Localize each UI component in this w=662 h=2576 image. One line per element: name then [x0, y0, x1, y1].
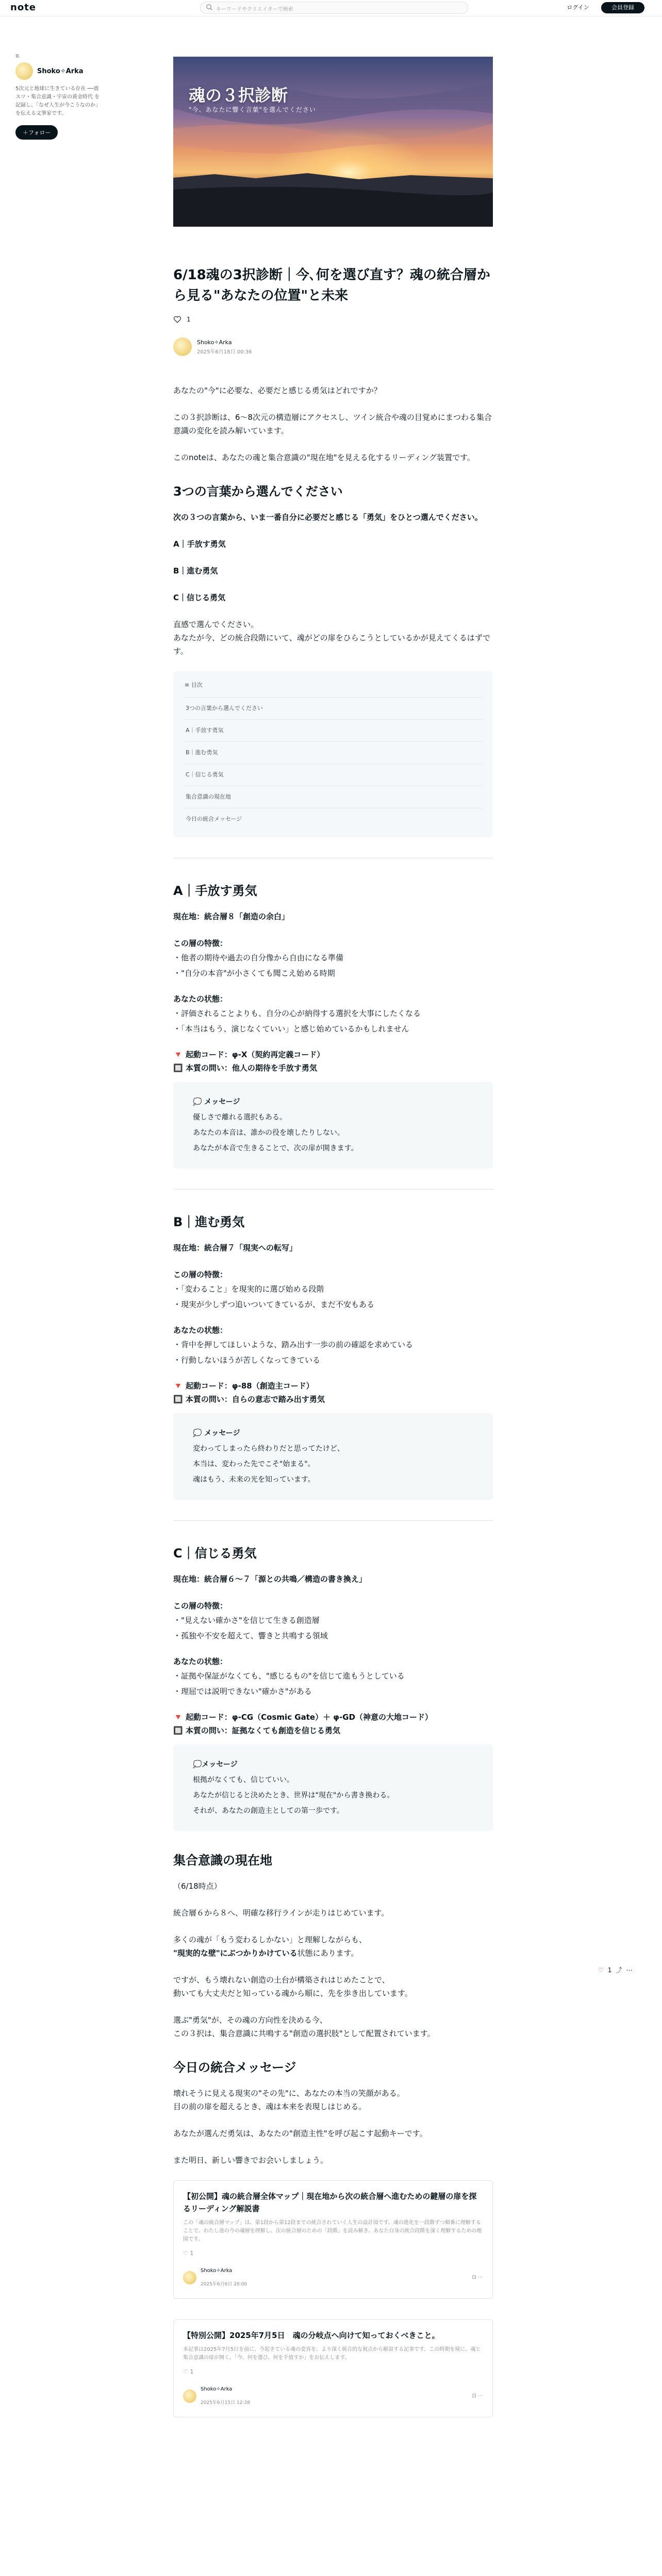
option-c: C｜信じる勇気: [173, 593, 226, 602]
related-article-card[interactable]: [173, 2180, 493, 2299]
essence-question: 🔲 本質の問い：他人の期待を手放す勇気: [173, 1063, 317, 1073]
message-box: [173, 1744, 493, 1831]
list-item: ・「本当はもう、演じなくていい」と感じ始めているかもしれません: [173, 1024, 409, 1033]
collective-paragraph: ですが、もう壊れない創造の土台が構築されはじめたことで、 動いても大丈夫だと知っている魂から順に、先を歩き出しています。: [173, 1975, 412, 1998]
card-more-icon[interactable]: ⊡ ⋯: [472, 2393, 483, 2399]
like-row: [173, 315, 191, 324]
hero-subtitle: "今、あなたに響く言葉"を選んでください: [189, 106, 317, 113]
list-item: ・理屈では説明できない"確かさ"がある: [173, 1687, 312, 1696]
list-item: ・他者の期待や過去の自分像から自由になる準備: [173, 953, 344, 962]
list-item: ・現実が少しずつ追いついてきているが、まだ不安もある: [173, 1300, 375, 1309]
card-author-row: [183, 2264, 483, 2291]
intro-paragraph: このnoteは、あなたの魂と集合意識の"現在地"を見える化するリーディング装置です。: [173, 453, 475, 462]
state-heading: あなたの状態：: [173, 1326, 228, 1335]
message-line: 優しさで離れる選択もある。: [193, 1113, 287, 1122]
card-avatar[interactable]: [183, 2271, 196, 2284]
floating-actions: [598, 1965, 636, 1974]
card-date: 2025年6月6日 20:00: [201, 2282, 247, 2287]
list-item: ・孤独や不安を超えて、響きと共鳴する領域: [173, 1631, 328, 1640]
state-list: [173, 1337, 493, 1368]
message-line: 魂はもう、未来の光を知っています。: [193, 1476, 315, 1484]
toc-heading[interactable]: ≡ 目次: [185, 682, 203, 688]
follow-button[interactable]: ＋フォロー: [15, 125, 58, 140]
state-list: [173, 1006, 493, 1037]
state-list: [173, 1668, 493, 1699]
list-item: ・背中を押してほしいような、踏み出す一歩の前の確認を求めている: [173, 1340, 413, 1349]
collective-paragraph: 多くの魂が「もう変わるしかない」と理解しながらも、 "現実的な壁"にぶつかりかけている状態にあります。: [173, 1935, 367, 1958]
message-line: あなたが本音で生きることで、次の扉が開きます。: [193, 1144, 358, 1153]
message-line: 変わってしまったら終わりだと思ってたけど、: [193, 1445, 344, 1453]
current-layer: 現在地：統合層６〜７「源との共鳴／構造の書き換え」: [173, 1574, 367, 1584]
section-heading: 今日の統合メッセージ: [173, 2060, 296, 2075]
list-item: ・評価されることよりも、自分の心が納得する選択を大事にしたくなる: [173, 1009, 421, 1018]
article-title: 6/18魂の3択診断｜今､何を選び直す？魂の統合層から見る"あなたの位置"と未来: [173, 267, 490, 303]
activation-code: 🔻 起動コード：φ-88（創造主コード）: [173, 1381, 314, 1391]
more-icon[interactable]: ⋯: [626, 1966, 633, 1974]
activation-code: 🔻 起動コード：φ-X（契約再定義コード）: [173, 1050, 325, 1059]
divider: [173, 1520, 493, 1521]
card-more-icon[interactable]: ⊡ ⋯: [472, 2275, 483, 2280]
state-heading: あなたの状態：: [173, 1657, 228, 1666]
toc-item[interactable]: C｜信じる勇気: [184, 764, 483, 786]
current-layer: 現在地：統合層８「創造の余白」: [173, 912, 290, 921]
feature-heading: この層の特徴：: [173, 1601, 228, 1611]
related-article-card[interactable]: [173, 2319, 493, 2417]
card-title[interactable]: 【特別公開】2025年7月5日 魂の分岐点へ向けて知っておくべきこと。: [183, 2331, 440, 2340]
today-paragraph: あなたが選んだ勇気は、あなたの"創造主性"を呼び起こす起動キーです。: [173, 2129, 427, 2138]
follow-label: フォロー: [28, 129, 51, 136]
article-author-name[interactable]: Shoko✧Arka: [197, 338, 232, 346]
floating-heart-icon[interactable]: ♡: [598, 1966, 604, 1974]
choose-after: 直感で選んでください。 あなたが今、どの統合段階にいて、魂がどの扉をひらこうとしているかが見えてくるはずです。: [173, 620, 491, 656]
sidebar-label: Ⅲ.: [15, 54, 21, 59]
message-box: [173, 1082, 493, 1168]
top-navigation-bar: [0, 0, 662, 16]
message-line: 本当は、変わった先でこそ"始まる"。: [193, 1460, 315, 1468]
feature-list: [173, 1281, 493, 1312]
essence-question: 🔲 本質の問い：自らの意志で踏み出す勇気: [173, 1395, 325, 1404]
heart-icon[interactable]: [173, 315, 181, 324]
sidebar-author[interactable]: [15, 62, 103, 80]
activation-code: 🔻 起動コード：φ-CG（Cosmic Gate）＋ φ-GD（神意の大地コード）: [173, 1713, 433, 1722]
collective-paragraph: 統合層６から８へ、明確な移行ラインが走りはじめています。: [173, 1908, 389, 1918]
message-line: それが、あなたの創造主としての第一歩です。: [193, 1807, 344, 1815]
card-avatar[interactable]: [183, 2389, 196, 2403]
hero-title: 魂の３択診断: [189, 86, 288, 105]
choose-lead: 次の３つの言葉から、いま一番自分に必要だと感じる「勇気」をひとつ選んでください。: [173, 513, 483, 522]
feature-list: [173, 950, 493, 981]
toc-item[interactable]: 集合意識の現在地: [184, 786, 483, 808]
article-body: [173, 384, 493, 2438]
author-sidebar: [15, 54, 103, 140]
list-item: ・行動しないほうが苦しくなってきている: [173, 1355, 321, 1365]
today-paragraph: また明日、新しい響きでお会いしましょう。: [173, 2156, 328, 2165]
author-name[interactable]: Shoko✧Arka: [37, 67, 84, 75]
feature-list: [173, 1613, 493, 1643]
list-item: ・"自分の本音"が小さくても聞こえ始める時期: [173, 969, 335, 978]
state-heading: あなたの状態：: [173, 994, 228, 1004]
share-icon[interactable]: ⤴: [616, 1967, 622, 1974]
today-paragraph: 壊れそうに見える現実の"その先"に、あなたの本当の笑顔がある。 目の前の扉を超えるとき、魂は本来を表現しはじめる。: [173, 2089, 405, 2111]
card-author[interactable]: Shoko✧Arka: [201, 2386, 233, 2392]
option-a: A｜手放す勇気: [173, 539, 226, 549]
register-button[interactable]: 会員登録: [601, 2, 644, 13]
search-icon: [206, 4, 213, 11]
login-button[interactable]: ログイン: [567, 4, 589, 11]
author-avatar[interactable]: [15, 62, 33, 80]
card-description: 本記事は2025年7月5日を前に、今起きている魂の変容を、より深く統合的な視点から解説する記事です。この時期を境に、魂と集合意識の扉が開く。「今、何を選び、何を手放すか」をお伝えします。: [183, 2347, 481, 2361]
list-item: ・"見えない確かさ"を信じて生きる創造層: [173, 1616, 320, 1625]
message-heading: 💭 メッセージ: [193, 1098, 240, 1106]
card-author-row: [183, 2383, 483, 2410]
table-of-contents: [173, 671, 493, 837]
essence-question: 🔲 本質の問い：証拠なくても創造を信じる勇気: [173, 1726, 340, 1735]
card-title[interactable]: 【初公開】魂の統合層全体マップ｜現在地から次の統合層へ進むための鍵層の扉を探るリーディング解説書: [183, 2192, 477, 2213]
card-likes: ♡ 1: [183, 2250, 194, 2257]
toc-item[interactable]: B｜進む勇気: [184, 741, 483, 764]
search-placeholder: キーワードやクリエイターで検索: [216, 7, 293, 12]
message-line: あなたが信じると決めたとき、世界は"現在"から書き換わる。: [193, 1791, 394, 1800]
feature-heading: この層の特徴：: [173, 939, 228, 948]
intro-paragraph: この３択診断は、6〜8次元の構造層にアクセスし、ツイン統合や魂の目覚めにまつわる集合意識の変化を読み解いています。: [173, 413, 492, 435]
card-likes: ♡ 1: [183, 2368, 194, 2375]
author-bio: 5次元と地球に生きている存在 ──震スツ・集合意識・宇宙の黄金時代 を記録し、「なぜ人生が今こうなのか」を伝える文筆家です。: [15, 86, 101, 116]
collective-paragraph: 選ぶ"勇気"が、その魂の方向性を決める今、 この３択は、集合意識に共鳴する"創造の選択肢"として配置されています。: [173, 2015, 435, 2038]
toc-item[interactable]: 今日の統合メッセージ: [184, 808, 483, 830]
collective-date: （6/18時点）: [173, 1882, 222, 1891]
message-line: あなたの本音は、誰かの役を壊したりしない。: [193, 1129, 344, 1137]
section-heading: B｜進む勇気: [173, 1215, 245, 1229]
list-item: ・証拠や保証がなくても、"感じるもの"を信じて進もうとしている: [173, 1671, 405, 1681]
current-layer: 現在地：統合層７「現実への転写」: [173, 1243, 297, 1252]
message-line: 根拠がなくても、信じていい。: [193, 1776, 294, 1784]
message-heading: 💭メッセージ: [193, 1760, 238, 1769]
section-heading: 集合意識の現在地: [173, 1853, 272, 1868]
intro-paragraph: あなたの"今"に必要な、必要だと感じる勇気はどれですか？: [173, 386, 382, 395]
card-date: 2025年6月15日 12:38: [201, 2400, 250, 2405]
section-heading: 3つの言葉から選んでください: [173, 484, 343, 499]
like-count: 1: [187, 316, 191, 323]
toc-item[interactable]: A｜手放す勇気: [184, 719, 483, 741]
search-box[interactable]: [200, 2, 468, 14]
message-box: [173, 1413, 493, 1500]
section-heading: A｜手放す勇気: [173, 884, 257, 898]
hero-image: [173, 57, 493, 227]
author-avatar-small[interactable]: [173, 337, 192, 356]
divider: [173, 1189, 493, 1190]
option-b: B｜進む勇気: [173, 566, 218, 575]
section-heading: C｜信じる勇気: [173, 1546, 257, 1561]
feature-heading: この層の特徴：: [173, 1270, 228, 1279]
floating-like-count: 1: [607, 1966, 612, 1974]
toc-item[interactable]: 3つの言葉から選んでください: [184, 697, 483, 719]
list-item: ・「変わること」を現実的に選び始める段階: [173, 1284, 324, 1294]
message-heading: 💭 メッセージ: [193, 1429, 240, 1437]
article-date: 2025年6月18日 00:36: [197, 349, 252, 355]
card-description: この「魂の統合層マップ」は、第1段から第12段までの統合されていく人生の設計図です。魂の進化を一段階ずつ順番に理解することで、わたし達の今の魂層を理解し、次の統合層のための「段階」を読み解き、あなた自身の統合段階を深く理解するための地図です。: [183, 2220, 482, 2242]
card-author[interactable]: Shoko✧Arka: [201, 2268, 233, 2274]
note-logo[interactable]: note: [10, 2, 36, 13]
article-author[interactable]: [173, 337, 252, 356]
